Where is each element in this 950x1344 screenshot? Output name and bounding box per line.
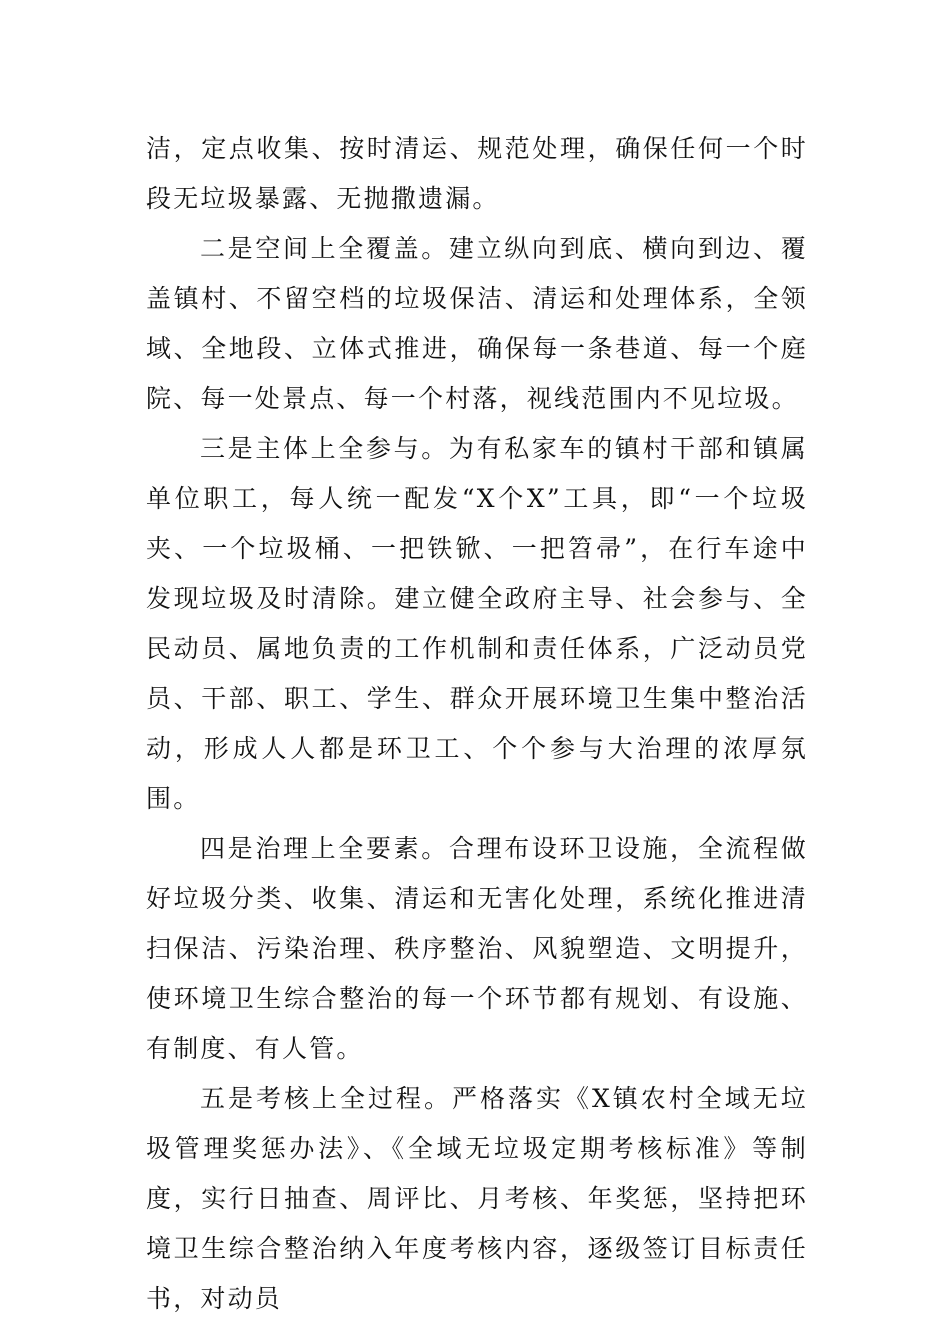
- paragraph-space-coverage: 二是空间上全覆盖。建立纵向到底、横向到边、覆盖镇村、不留空档的垃圾保洁、清运和处理体系，全领域、全地段、立体式推进，确保每一条巷道、每一个庭院、每一处景点、每一个村落，视线范围内不见垃圾。: [146, 234, 808, 413]
- paragraph-continuation: 洁，定点收集、按时清运、规范处理，确保任何一个时段无垃圾暴露、无抛撒遗漏。: [146, 134, 808, 213]
- paragraph-governance-elements: 四是治理上全要素。合理布设环卫设施，全流程做好垃圾分类、收集、清运和无害化处理，系统化推进清扫保洁、污染治理、秩序整治、风貌塑造、文明提升，使环境卫生综合整治的每一个环节都有规划、有设施、有制度、有人管。: [146, 834, 808, 1063]
- document-body: [146, 124, 808, 1324]
- paragraph-assessment-process: 五是考核上全过程。严格落实《X镇农村全域无垃圾管理奖惩办法》、《全域无垃圾定期考核标准》等制度，实行日抽查、周评比、月考核、年奖惩，坚持把环境卫生综合整治纳入年度考核内容，逐级签订目标责任书，对动员: [146, 1084, 808, 1313]
- paragraph-subject-participation: 三是主体上全参与。为有私家车的镇村干部和镇属单位职工，每人统一配发“X个X”工具，即“一个垃圾夹、一个垃圾桶、一把铁锨、一把笤帚”，在行车途中发现垃圾及时清除。建立健全政府主导、社会参与、全民动员、属地负责的工作机制和责任体系，广泛动员党员、干部、职工、学生、群众开展环境卫生集中整治活动，形成人人都是环卫工、个个参与大治理的浓厚氛围。: [146, 434, 808, 813]
